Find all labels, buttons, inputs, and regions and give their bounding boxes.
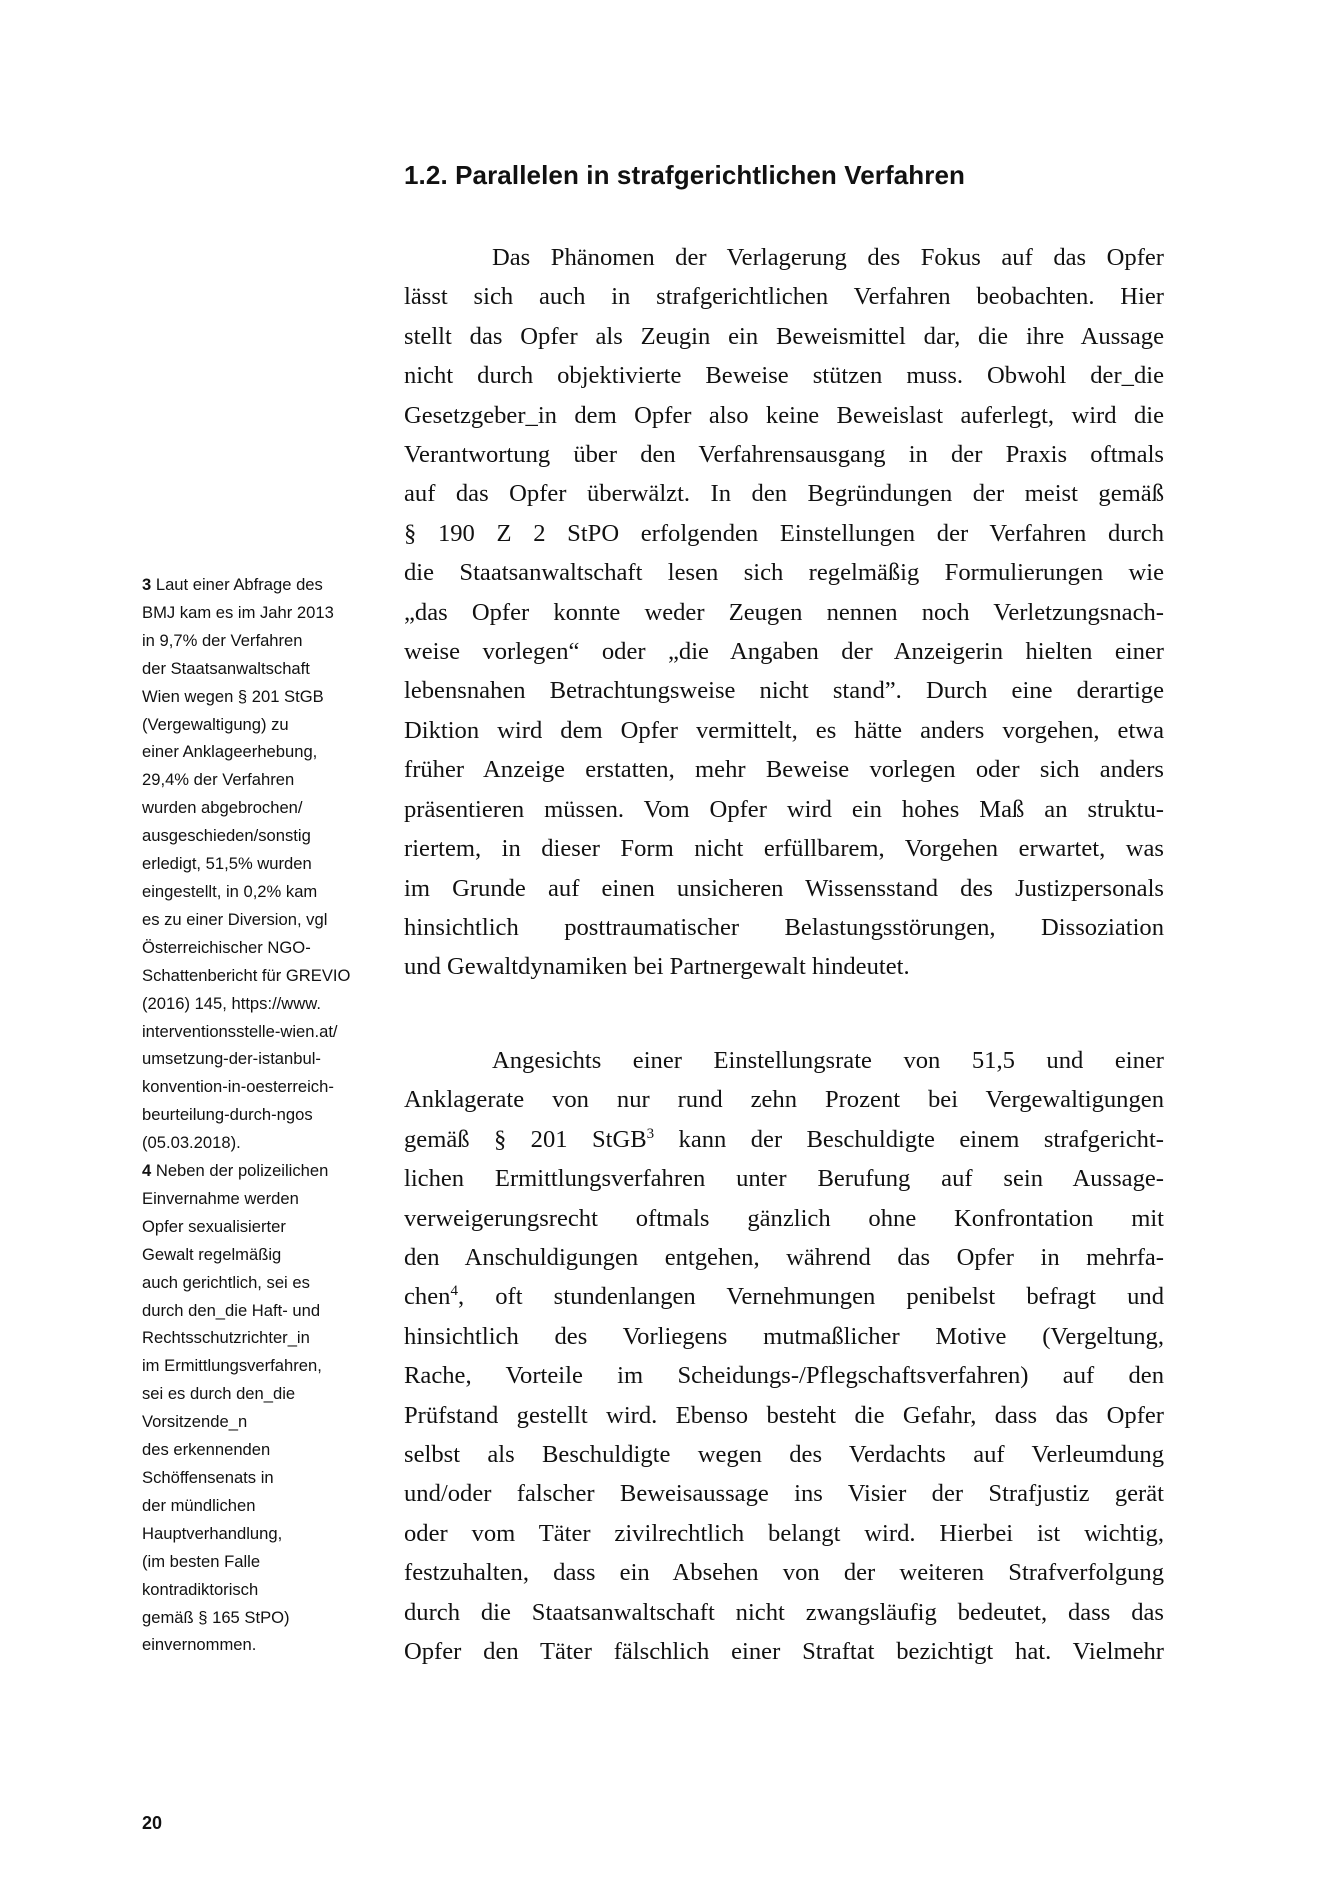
footnote-line: einvernommen. xyxy=(142,1635,257,1655)
footnote-line: 29,4% der Verfahren xyxy=(142,770,295,790)
paragraph-line: § 190 Z 2 StPO erfolgenden Einstellungen der Verfahren durch xyxy=(404,519,1164,547)
paragraph-line: lichen Ermittlungsverfahren unter Berufung auf sein Aussage- xyxy=(404,1165,1164,1193)
footnote-number: 4 xyxy=(142,1161,152,1181)
footnote-line: erledigt, 51,5% wurden xyxy=(142,854,312,874)
paragraph-line: im Grunde auf einen unsicheren Wissensstand des Justizpersonals xyxy=(404,874,1164,902)
footnote-line: der Staatsanwaltschaft xyxy=(142,658,310,678)
footnote-line: durch den_die Haft- und xyxy=(142,1300,321,1320)
paragraph-line: präsentieren müssen. Vom Opfer wird ein hohes Maß an struktu- xyxy=(404,795,1164,823)
paragraph-line: früher Anzeige erstatten, mehr Beweise vorlegen oder sich anders xyxy=(404,756,1164,784)
line-text: , oft stundenlangen Vernehmungen penibelst befragt und xyxy=(457,1283,1164,1311)
footnote-line: in 9,7% der Verfahren xyxy=(142,630,303,650)
paragraph-line: Verantwortung über den Verfahrensausgang in der Praxis oftmals xyxy=(404,441,1164,469)
footnote-line: sei es durch den_die xyxy=(142,1384,296,1404)
footnote-number: 3 xyxy=(142,575,152,594)
footnote-link-line[interactable]: beurteilung-durch-ngos xyxy=(142,1105,313,1125)
paragraph-line: hinsichtlich des Vorliegens mutmaßlicher Motive (Vergeltung, xyxy=(404,1322,1164,1350)
footnote-link-line[interactable]: interventionsstelle-wien.at/ xyxy=(142,1021,338,1041)
footnote-ref-3[interactable]: 3 xyxy=(646,1125,655,1142)
footnote-line: wurden abgebrochen/ xyxy=(142,798,303,818)
footnote-3 xyxy=(142,571,402,1157)
paragraph-line: festzuhalten, dass ein Absehen von der weiteren Strafverfolgung xyxy=(404,1559,1164,1587)
paragraph-line: lebensnahen Betrachtungsweise nicht stand”. Durch eine derartige xyxy=(404,677,1164,705)
page-number: 20 xyxy=(142,1813,163,1833)
footnote-line: ausgeschieden/sonstig xyxy=(142,826,311,846)
paragraph-line: stellt das Opfer als Zeugin ein Beweismittel dar, die ihre Aussage xyxy=(404,322,1164,350)
footnote-line: gemäß § 165 StPO) xyxy=(142,1607,290,1627)
footnote-line: der mündlichen xyxy=(142,1495,256,1515)
paragraph-line: Gesetzgeber_in dem Opfer also keine Beweislast auferlegt, wird die xyxy=(404,401,1164,429)
line-text: gemäß § 201 StGB xyxy=(404,1125,647,1153)
footnote-line: kontradiktorisch xyxy=(142,1579,259,1599)
paragraph-line: lässt sich auch in strafgerichtlichen Verfahren beobachten. Hier xyxy=(404,283,1164,311)
paragraph-2 xyxy=(404,1041,1164,1672)
footnote-line: Wien wegen § 201 StGB xyxy=(142,686,324,706)
footnote-line: BMJ kam es im Jahr 2013 xyxy=(142,602,334,622)
paragraph-line: Angesichts einer Einstellungsrate von 51,5 und einer xyxy=(492,1047,1164,1074)
paragraph-1 xyxy=(404,238,1164,987)
footnote-4 xyxy=(142,1157,402,1659)
paragraph-line: auf das Opfer überwälzt. In den Begründungen der meist gemäß xyxy=(404,480,1164,508)
footnote-line: (05.03.2018). xyxy=(142,1133,241,1153)
paragraph-line: und/oder falscher Beweisaussage ins Visier der Strafjustiz gerät xyxy=(404,1480,1164,1508)
footnote-line: Schattenbericht für GREVIO xyxy=(142,965,351,985)
paragraph-line: Diktion wird dem Opfer vermittelt, es hätte anders vorgehen, etwa xyxy=(404,716,1164,744)
footnote-line xyxy=(142,1157,402,1185)
paragraph-line: die Staatsanwaltschaft lesen sich regelmäßig Formulierungen wie xyxy=(404,559,1164,587)
footnote-line: des erkennenden xyxy=(142,1440,271,1460)
paragraph-line: selbst als Beschuldigte wegen des Verdachts auf Verleumdung xyxy=(404,1441,1164,1469)
paragraph-line: hinsichtlich posttraumatischer Belastungsstörungen, Dissoziation xyxy=(404,913,1164,941)
footnote-line: Schöffensenats in xyxy=(142,1468,274,1487)
footnote-line: auch gerichtlich, sei es xyxy=(142,1272,310,1292)
footnote-link-line[interactable]: konvention-in-oesterreich- xyxy=(142,1077,334,1097)
footnote-line: Gewalt regelmäßig xyxy=(142,1244,282,1264)
footnotes-sidebar xyxy=(142,571,402,1659)
footnote-text: Neben der polizeilichen xyxy=(151,1161,329,1181)
line-text: chen xyxy=(404,1283,451,1311)
footnote-line: Opfer sexualisierter xyxy=(142,1216,286,1236)
paragraph-line xyxy=(404,1277,1164,1316)
paragraph-line: den Anschuldigungen entgehen, während das Opfer in mehrfa- xyxy=(404,1244,1164,1272)
footnote-line: es zu einer Diversion, vgl xyxy=(142,909,328,929)
footnote-line: Einvernahme werden xyxy=(142,1188,299,1208)
paragraph-line xyxy=(404,1120,1164,1159)
footnote-line: eingestellt, in 0,2% kam xyxy=(142,881,318,901)
footnote-link-line[interactable]: umsetzung-der-istanbul- xyxy=(142,1049,321,1069)
footnote-line: Hauptverhandlung, xyxy=(142,1523,283,1543)
paragraph-line: weise vorlegen“ oder „die Angaben der Anzeigerin hielten einer xyxy=(404,638,1164,666)
footnote-line xyxy=(142,571,402,599)
footnote-line: im Ermittlungsverfahren, xyxy=(142,1356,322,1376)
paragraph-line: und Gewaltdynamiken bei Partnergewalt hindeutet. xyxy=(404,953,910,981)
footnote-line: (im besten Falle xyxy=(142,1551,261,1571)
paragraph-line: oder vom Täter zivilrechtlich belangt wird. Hierbei ist wichtig, xyxy=(404,1519,1164,1547)
paragraph-line: riertem, in dieser Form nicht erfüllbarem, Vorgehen erwartet, was xyxy=(404,835,1164,863)
paragraph-line: Rache, Vorteile im Scheidungs-/Pflegschaftsverfahren) auf den xyxy=(404,1362,1164,1390)
line-text: kann der Beschuldigte einem strafgericht- xyxy=(654,1125,1164,1153)
footnote-ref-4[interactable]: 4 xyxy=(450,1283,458,1300)
section-heading: 1.2. Parallelen in strafgerichtlichen Verfahren xyxy=(404,160,966,190)
paragraph-line: Opfer den Täter fälschlich einer Straftat bezichtigt hat. Vielmehr xyxy=(404,1638,1164,1666)
paragraph-line: Das Phänomen der Verlagerung des Fokus auf das Opfer xyxy=(492,244,1164,271)
paragraph-line: nicht durch objektivierte Beweise stützen muss. Obwohl der_die xyxy=(404,362,1164,390)
footnote-text: Laut einer Abfrage des xyxy=(151,575,323,594)
footnote-line: Österreichischer NGO- xyxy=(142,937,311,957)
paragraph-line: „das Opfer konnte weder Zeugen nennen noch Verletzungsnach- xyxy=(404,598,1164,626)
footnote-line: Rechtsschutzrichter_in xyxy=(142,1328,310,1348)
paragraph-line: Anklagerate von nur rund zehn Prozent bei Vergewaltigungen xyxy=(404,1086,1164,1114)
footnote-line: (2016) 145, https://www. xyxy=(142,993,321,1013)
paragraph-line: durch die Staatsanwaltschaft nicht zwangsläufig bedeutet, dass das xyxy=(404,1598,1164,1626)
footnote-line: (Vergewaltigung) zu xyxy=(142,714,289,734)
paragraph-line: Prüfstand gestellt wird. Ebenso besteht die Gefahr, dass das Opfer xyxy=(404,1401,1164,1429)
footnote-line: einer Anklageerhebung, xyxy=(142,742,318,762)
paragraph-line: verweigerungsrecht oftmals gänzlich ohne Konfrontation mit xyxy=(404,1204,1164,1232)
footnote-line: Vorsitzende_n xyxy=(142,1412,248,1432)
